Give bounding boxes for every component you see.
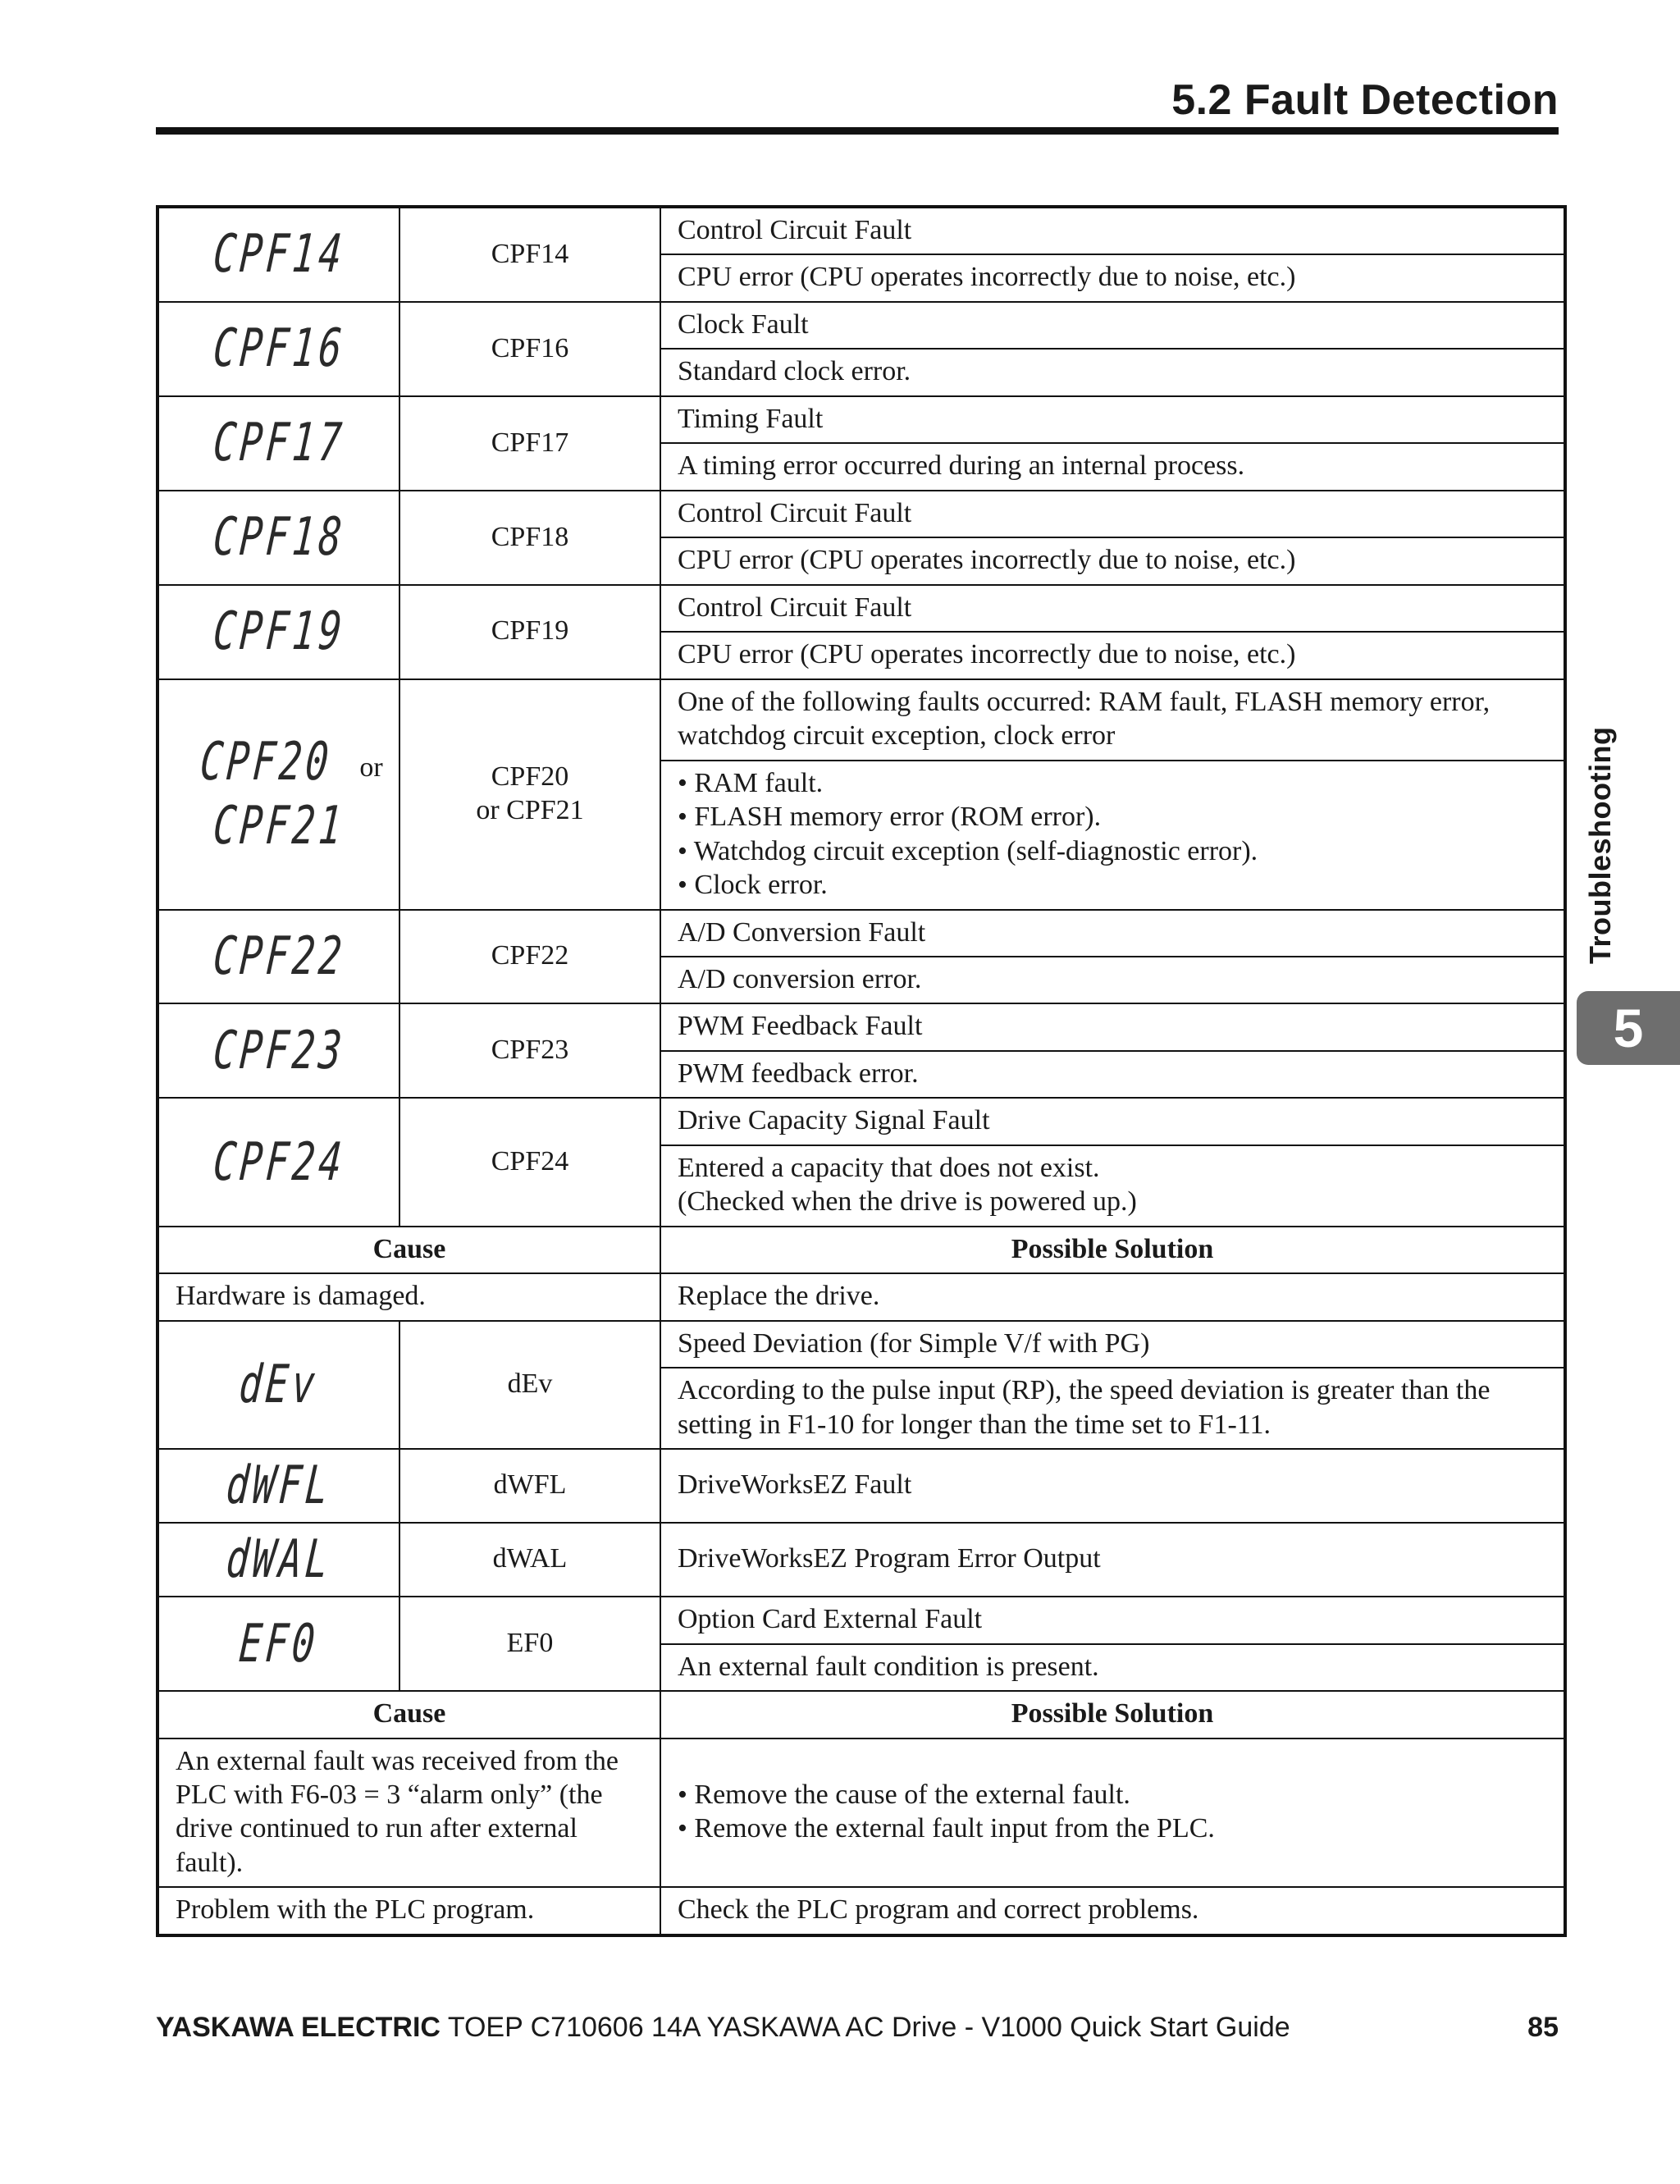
solution-text: Replace the drive. (660, 1273, 1565, 1320)
fault-row (158, 585, 1565, 632)
cause-row (158, 1273, 1565, 1320)
fault-row (158, 1597, 1565, 1643)
fault-name: DriveWorksEZ Fault (660, 1449, 1565, 1523)
fault-name: Drive Capacity Signal Fault (660, 1098, 1565, 1145)
fault-name: One of the following faults occurred: RAM fault, FLASH memory error, watchdog circuit exception, clock error (660, 679, 1565, 761)
fault-code: CPF18 (399, 491, 660, 585)
fault-code: CPF22 (399, 910, 660, 1004)
led-display-code: CPF18 (158, 491, 399, 585)
cause-header-row (158, 1227, 1565, 1273)
cause-row (158, 1739, 1565, 1888)
fault-code: CPF23 (399, 1003, 660, 1098)
fault-row (158, 1523, 1565, 1597)
fault-row (158, 679, 1565, 761)
led-display-code: CPF19 (158, 585, 399, 679)
fault-description: CPU error (CPU operates incorrectly due to noise, etc.) (660, 632, 1565, 679)
fault-code: dEv (399, 1321, 660, 1449)
fault-row (158, 1449, 1565, 1523)
fault-description: PWM feedback error. (660, 1051, 1565, 1098)
fault-code: CPF20 or CPF21 (399, 679, 660, 910)
side-tab-label: Troubleshooting (1583, 726, 1617, 964)
fault-description: According to the pulse input (RP), the speed deviation is greater than the setting in F1-10 for longer than the time set to F1-11. (660, 1368, 1565, 1449)
led-display-code: CPF14 (158, 207, 399, 302)
title-rule (156, 127, 1559, 135)
fault-description: Entered a capacity that does not exist. (Checked when the drive is powered up.) (660, 1145, 1565, 1227)
fault-name: Option Card External Fault (660, 1597, 1565, 1643)
fault-row (158, 302, 1565, 349)
page-number: 85 (1527, 2012, 1559, 2043)
cause-text: Problem with the PLC program. (158, 1887, 660, 1935)
fault-name: Speed Deviation (for Simple V/f with PG) (660, 1321, 1565, 1368)
fault-row (158, 491, 1565, 537)
fault-row (158, 1098, 1565, 1145)
fault-description: A timing error occurred during an internal process. (660, 443, 1565, 490)
cause-text: An external fault was received from the PLC with F6-03 = 3 “alarm only” (the drive continued to run after external fault). (158, 1739, 660, 1888)
fault-name: PWM Feedback Fault (660, 1003, 1565, 1050)
fault-row (158, 1003, 1565, 1050)
footer-doc-info (156, 2012, 1290, 2044)
fault-description: A/D conversion error. (660, 957, 1565, 1003)
fault-code: CPF17 (399, 396, 660, 491)
cause-text: Hardware is damaged. (158, 1273, 660, 1320)
fault-code: CPF19 (399, 585, 660, 679)
fault-name: Control Circuit Fault (660, 585, 1565, 632)
solution-text: Check the PLC program and correct problems. (660, 1887, 1565, 1935)
chapter-tab: 5 (1577, 991, 1680, 1065)
led-display-code: CPF17 (158, 396, 399, 491)
footer-brand: YASKAWA ELECTRIC (156, 2012, 441, 2043)
fault-name: Clock Fault (660, 302, 1565, 349)
led-display-code: dWFL (158, 1449, 399, 1523)
fault-description: CPU error (CPU operates incorrectly due to noise, etc.) (660, 537, 1565, 584)
led-display-code: CPF22 (158, 910, 399, 1004)
fault-row (158, 1321, 1565, 1368)
fault-row (158, 910, 1565, 957)
footer-doc-title: TOEP C710606 14A YASKAWA AC Drive - V1000 Quick Start Guide (440, 2012, 1290, 2043)
fault-description: Standard clock error. (660, 349, 1565, 395)
fault-description: • RAM fault. • FLASH memory error (ROM error). • Watchdog circuit exception (self-diagnostic error). • Clock error. (660, 761, 1565, 910)
led-display-code: dWAL (158, 1523, 399, 1597)
fault-row (158, 207, 1565, 254)
led-display-code: CPF24 (158, 1098, 399, 1226)
fault-code: EF0 (399, 1597, 660, 1691)
led-display-code: CPF16 (158, 302, 399, 396)
fault-code: CPF14 (399, 207, 660, 302)
solution-text: • Remove the cause of the external fault. • Remove the external fault input from the PLC. (660, 1739, 1565, 1888)
solution-heading: Possible Solution (660, 1227, 1565, 1273)
fault-description: An external fault condition is present. (660, 1644, 1565, 1691)
section-title: 5.2 Fault Detection (1171, 76, 1559, 124)
fault-code: dWFL (399, 1449, 660, 1523)
fault-name: Timing Fault (660, 396, 1565, 443)
fault-code: dWAL (399, 1523, 660, 1597)
fault-row (158, 396, 1565, 443)
led-display-code: CPF20 or CPF21 (158, 679, 399, 910)
led-display-code: dEv (158, 1321, 399, 1449)
cause-row (158, 1887, 1565, 1935)
fault-description: CPU error (CPU operates incorrectly due to noise, etc.) (660, 254, 1565, 301)
fault-name: DriveWorksEZ Program Error Output (660, 1523, 1565, 1597)
cause-heading: Cause (158, 1227, 660, 1273)
cause-heading: Cause (158, 1691, 660, 1738)
fault-name: A/D Conversion Fault (660, 910, 1565, 957)
led-display-code: EF0 (158, 1597, 399, 1691)
fault-name: Control Circuit Fault (660, 491, 1565, 537)
fault-code: CPF16 (399, 302, 660, 396)
led-display-code: CPF23 (158, 1003, 399, 1098)
fault-table (156, 205, 1567, 1937)
fault-name: Control Circuit Fault (660, 207, 1565, 254)
fault-code: CPF24 (399, 1098, 660, 1226)
solution-heading: Possible Solution (660, 1691, 1565, 1738)
cause-header-row (158, 1691, 1565, 1738)
